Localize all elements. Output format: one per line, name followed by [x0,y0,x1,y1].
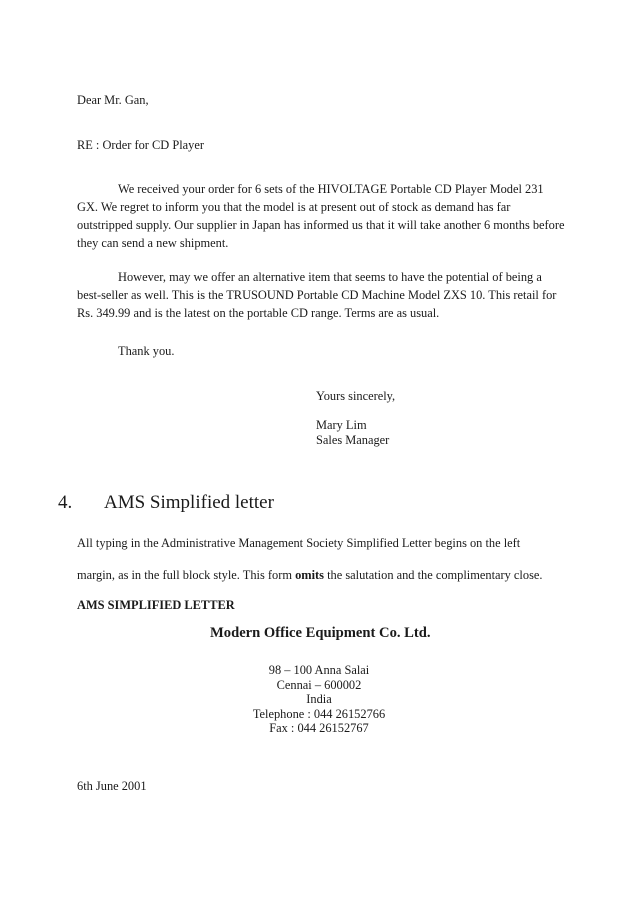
thanks-line: Thank you. [118,344,175,358]
address-line-1: 98 – 100 Anna Salai [268,663,370,677]
section-intro-line-1: All typing in the Administrative Management Society Simplified Letter begins on the left [77,536,521,550]
body-paragraph-2-text: However, may we offer an alternative item that seems to have the potential of being a best-seller as well. This is the TRUSOUND Portable CD Machine Model ZXS 10. This retail for Rs. 349.99 and is the latest on the portable CD range. Terms are as usual. [77,270,557,320]
intro-emphasis-omits: omits [295,568,324,582]
body-paragraph-1-text: We received your order for 6 sets of the HIVOLTAGE Portable CD Player Model 231 GX. We regret to inform you that the model is at present out of stock as demand has far outstripped supply. Our supplier in Japan has informed us that it will take another 6 months before they can send a new shipment. [77,182,565,250]
section-intro-line-2 [77,568,543,583]
subject-line: RE : Order for CD Player [77,138,204,152]
complimentary-close: Yours sincerely, [316,389,396,403]
section-number: 4. [58,492,73,513]
letter-date: 6th June 2001 [77,779,147,793]
intro-text-before: margin, as in the full block style. This form [77,568,296,582]
signer-name: Mary Lim [316,418,367,432]
body-paragraph-2 [77,268,567,322]
fax-line: Fax : 044 26152767 [269,721,369,735]
telephone-line: Telephone : 044 26152766 [252,707,386,721]
section-title: AMS Simplified letter [104,492,274,513]
company-name: Modern Office Equipment Co. Ltd. [210,625,431,641]
address-line-2: Cennai – 600002 [276,678,362,692]
salutation: Dear Mr. Gan, [77,93,149,107]
example-label: AMS SIMPLIFIED LETTER [77,598,235,612]
body-paragraph-1 [77,180,567,252]
intro-text-after: the salutation and the complimentary close. [324,568,543,582]
signer-title: Sales Manager [316,433,390,447]
address-line-3: India [306,692,332,706]
